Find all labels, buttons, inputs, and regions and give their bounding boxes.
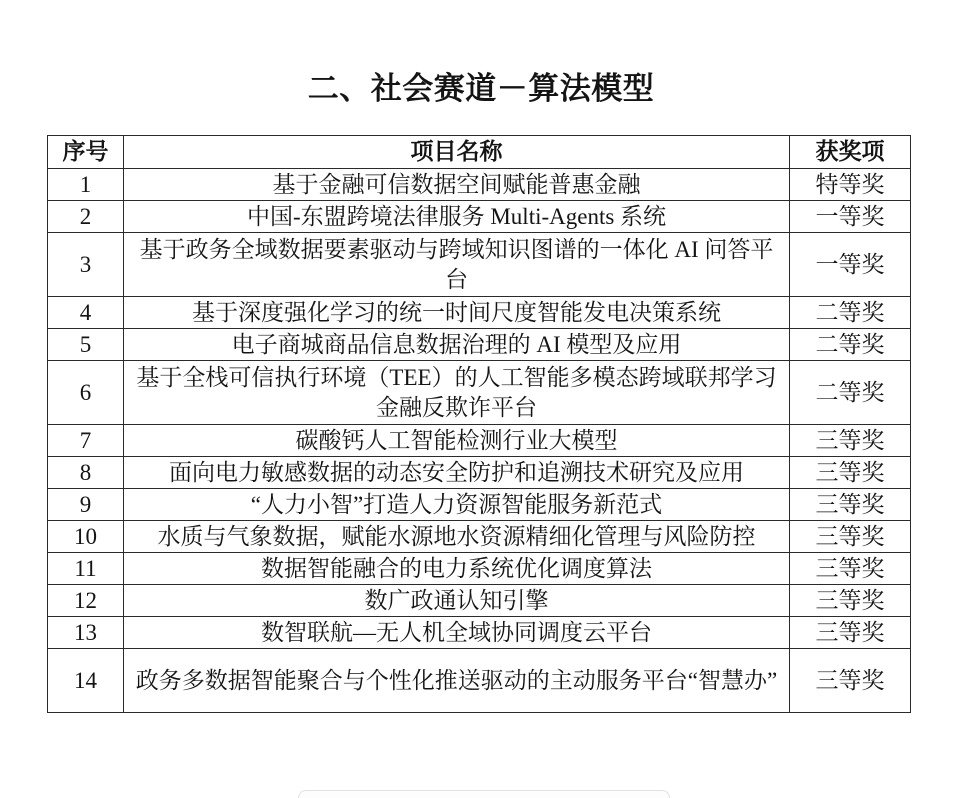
table-row [48,297,911,329]
row-index: 10 [48,521,124,553]
table-row [48,233,911,297]
row-award: 三等奖 [790,649,911,713]
row-award: 三等奖 [790,553,911,585]
row-index: 2 [48,201,124,233]
row-project-name: 电子商城商品信息数据治理的 AI 模型及应用 [124,329,790,361]
table-row [48,617,911,649]
row-index: 7 [48,425,124,457]
table-row [48,425,911,457]
table-row [48,361,911,425]
row-index: 11 [48,553,124,585]
row-award: 二等奖 [790,361,911,425]
table-row [48,489,911,521]
header-index: 序号 [48,136,124,169]
row-project-name: 面向电力敏感数据的动态安全防护和追溯技术研究及应用 [124,457,790,489]
table-row [48,553,911,585]
row-index: 4 [48,297,124,329]
row-index: 14 [48,649,124,713]
row-project-name: 基于全栈可信执行环境（TEE）的人工智能多模态跨域联邦学习金融反欺诈平台 [124,361,790,425]
row-award: 二等奖 [790,297,911,329]
row-index: 1 [48,169,124,201]
row-award: 三等奖 [790,425,911,457]
row-award: 三等奖 [790,585,911,617]
row-index: 5 [48,329,124,361]
awards-table [47,135,911,713]
table-header-row [48,136,911,169]
table-row [48,201,911,233]
row-index: 13 [48,617,124,649]
row-project-name: 数据智能融合的电力系统优化调度算法 [124,553,790,585]
row-project-name: 基于深度强化学习的统一时间尺度智能发电决策系统 [124,297,790,329]
row-award: 二等奖 [790,329,911,361]
row-award: 一等奖 [790,201,911,233]
row-award: 三等奖 [790,457,911,489]
row-index: 12 [48,585,124,617]
row-project-name: 数智联航—无人机全域协同调度云平台 [124,617,790,649]
row-project-name: 基于政务全域数据要素驱动与跨域知识图谱的一体化 AI 问答平台 [124,233,790,297]
row-project-name: 碳酸钙人工智能检测行业大模型 [124,425,790,457]
row-project-name: 政务多数据智能聚合与个性化推送驱动的主动服务平台“智慧办” [124,649,790,713]
row-project-name: 水质与气象数据，赋能水源地水资源精细化管理与风险防控 [124,521,790,553]
row-award: 三等奖 [790,617,911,649]
row-index: 6 [48,361,124,425]
row-award: 一等奖 [790,233,911,297]
row-project-name: 基于金融可信数据空间赋能普惠金融 [124,169,790,201]
row-award: 三等奖 [790,489,911,521]
row-index: 8 [48,457,124,489]
row-award: 特等奖 [790,169,911,201]
row-project-name: 数广政通认知引擎 [124,585,790,617]
row-index: 3 [48,233,124,297]
table-row [48,585,911,617]
table-row [48,457,911,489]
floating-toolbar[interactable] [298,790,670,798]
row-project-name: 中国-东盟跨境法律服务 Multi-Agents 系统 [124,201,790,233]
row-award: 三等奖 [790,521,911,553]
table-row [48,169,911,201]
row-index: 9 [48,489,124,521]
row-project-name: “人力小智”打造人力资源智能服务新范式 [124,489,790,521]
header-project-name: 项目名称 [124,136,790,169]
table-row [48,329,911,361]
table-row [48,521,911,553]
header-award: 获奖项 [790,136,911,169]
page-title: 二、社会赛道－算法模型 [307,71,655,106]
table-row [48,649,911,713]
